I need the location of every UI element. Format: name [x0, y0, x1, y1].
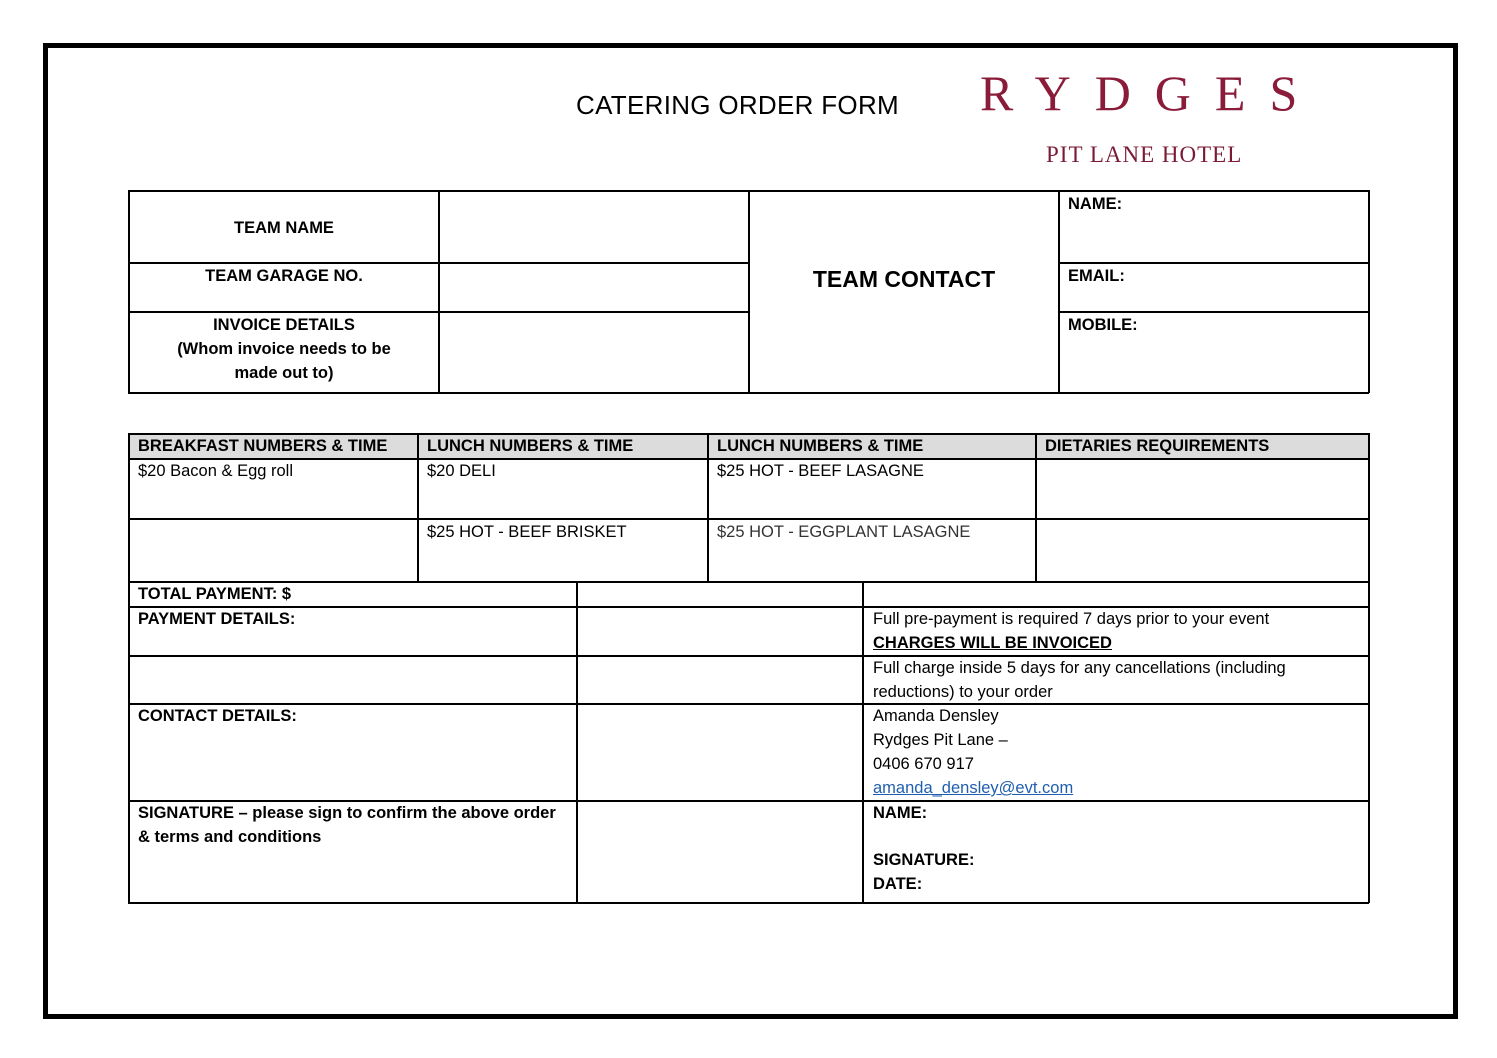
- lunch-deli: $20 DELI: [427, 462, 496, 480]
- contact-company: Rydges Pit Lane –: [873, 731, 1008, 749]
- contact-info: [873, 704, 1073, 800]
- invoice-label-line2: (Whom invoice needs to be: [177, 340, 391, 358]
- invoice-details-label: [130, 313, 438, 385]
- payment-details-field[interactable]: [578, 608, 862, 703]
- contact-name: Amanda Densley: [873, 707, 999, 725]
- charges-invoiced-note: CHARGES WILL BE INVOICED: [873, 634, 1112, 652]
- header-lunch-2: LUNCH NUMBERS & TIME: [717, 437, 924, 455]
- contact-details-label: CONTACT DETAILS:: [138, 707, 297, 725]
- contact-email-link[interactable]: amanda_densley@evt.com: [873, 779, 1074, 797]
- contact-mobile-label: MOBILE:: [1068, 316, 1138, 334]
- signature-label: [138, 801, 574, 849]
- team-contact-label: TEAM CONTACT: [812, 266, 996, 292]
- rydges-logo: RYDGES: [980, 65, 1322, 121]
- signature-field[interactable]: [578, 802, 862, 902]
- invoice-label-line1: INVOICE DETAILS: [213, 316, 355, 334]
- sig-name-label: NAME:: [873, 804, 928, 822]
- contact-phone: 0406 670 917: [873, 755, 974, 773]
- team-name-label: TEAM NAME: [234, 219, 334, 237]
- dietaries-field[interactable]: [1037, 460, 1368, 581]
- team-name-field[interactable]: [440, 192, 748, 262]
- lunch-beef-lasagne: $25 HOT - BEEF LASAGNE: [717, 462, 924, 480]
- contact-email-label: EMAIL:: [1068, 267, 1125, 285]
- invoice-label-line3: made out to): [234, 364, 334, 382]
- header-breakfast: BREAKFAST NUMBERS & TIME: [138, 437, 388, 455]
- prepayment-note: Full pre-payment is required 7 days prior to your event: [873, 610, 1270, 628]
- cancellation-line2: reductions) to your order: [873, 683, 1053, 701]
- contact-details-field[interactable]: [578, 705, 862, 800]
- team-garage-field[interactable]: [440, 264, 748, 311]
- signature-label-line2: & terms and conditions: [138, 828, 322, 846]
- team-garage-label: TEAM GARAGE NO.: [205, 267, 363, 285]
- sig-signature-label: SIGNATURE:: [873, 851, 975, 869]
- cancellation-line1: Full charge inside 5 days for any cancellations (including: [873, 659, 1286, 677]
- cancellation-note: [873, 656, 1286, 704]
- header-dietaries: DIETARIES REQUIREMENTS: [1045, 437, 1270, 455]
- lunch-eggplant-lasagne: $25 HOT - EGGPLANT LASAGNE: [717, 523, 971, 541]
- total-payment-field[interactable]: [578, 583, 862, 606]
- total-payment-label: TOTAL PAYMENT: $: [138, 585, 292, 603]
- pit-lane-hotel-logo: PIT LANE HOTEL: [1046, 142, 1243, 167]
- breakfast-bacon-egg-roll: $20 Bacon & Egg roll: [138, 462, 294, 480]
- invoice-details-field[interactable]: [440, 313, 748, 392]
- sig-date-label: DATE:: [873, 875, 923, 893]
- payment-details-label: PAYMENT DETAILS:: [138, 610, 296, 628]
- lunch-beef-brisket: $25 HOT - BEEF BRISKET: [427, 523, 627, 541]
- form-title: CATERING ORDER FORM: [576, 90, 899, 120]
- header-lunch-1: LUNCH NUMBERS & TIME: [427, 437, 634, 455]
- signature-label-line1: SIGNATURE – please sign to confirm the above order: [138, 804, 556, 822]
- contact-name-label: NAME:: [1068, 195, 1123, 213]
